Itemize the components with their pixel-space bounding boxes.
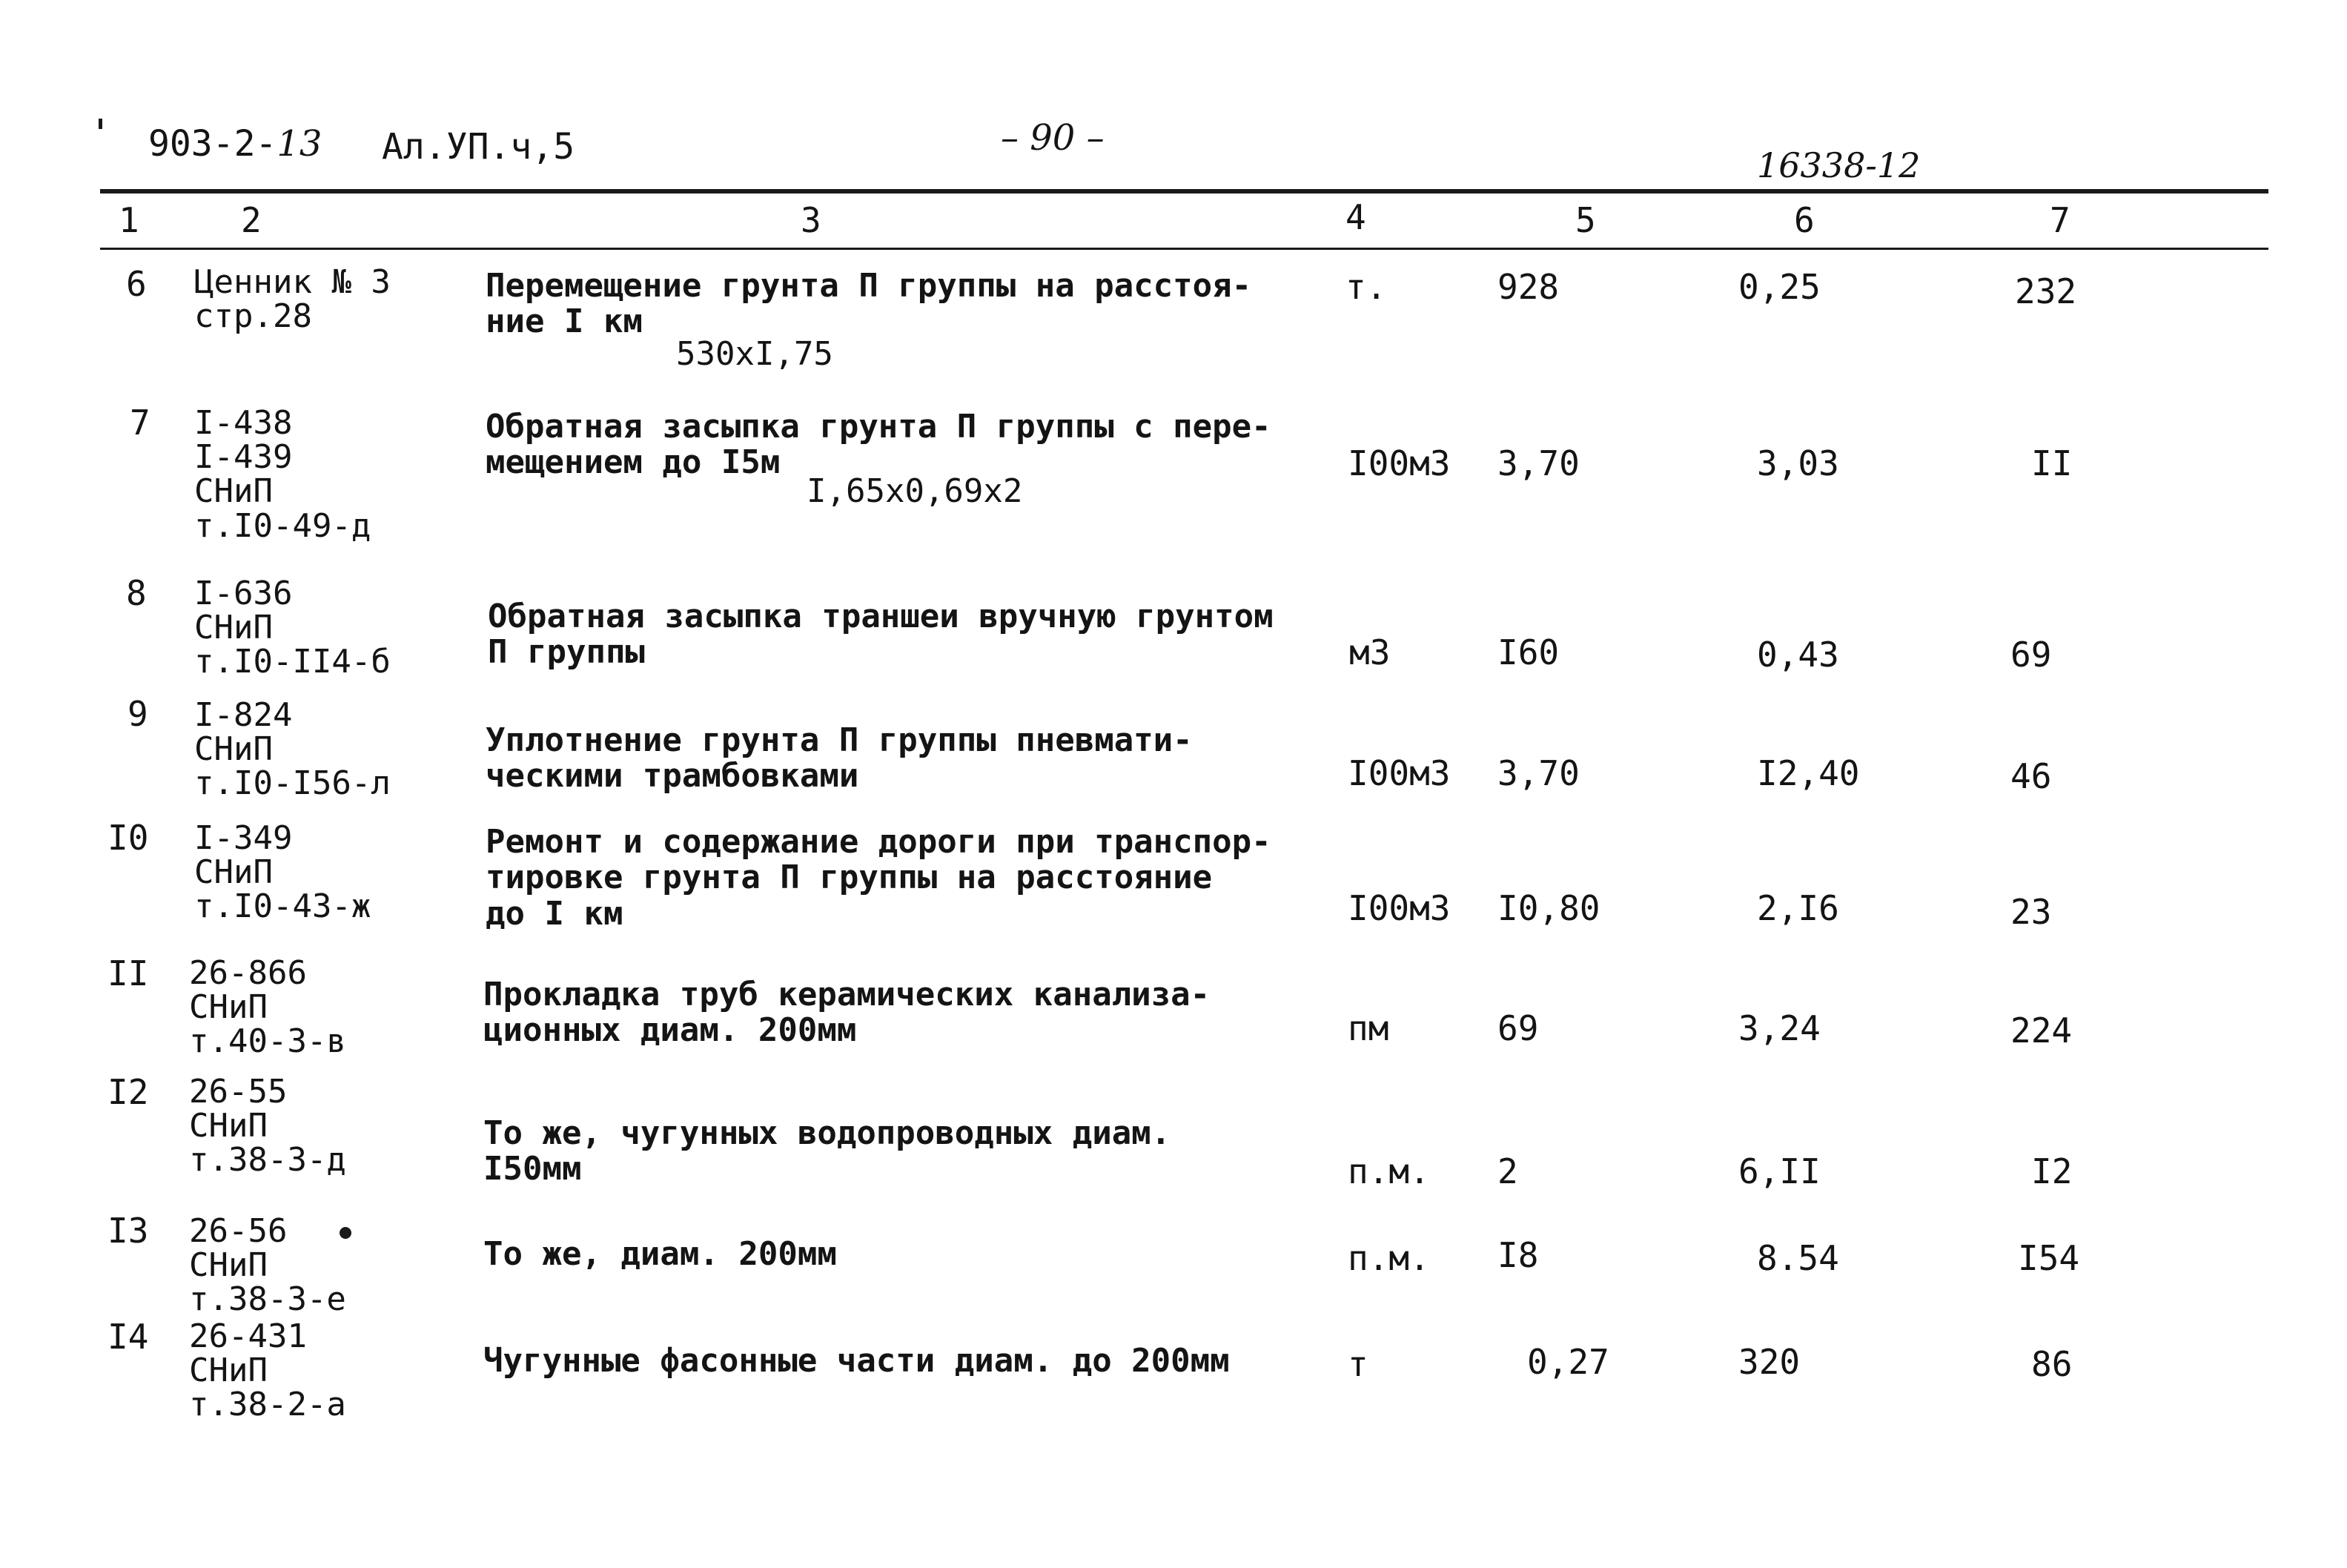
- row-number: II: [107, 953, 149, 993]
- unit-price: 3,03: [1757, 443, 1839, 483]
- column-header-4: 4: [1345, 197, 1366, 237]
- norm-reference: I-349 СНиП т.I0-43-ж: [194, 819, 371, 926]
- quantity: 69: [1497, 1008, 1539, 1048]
- row-number: 7: [130, 403, 150, 443]
- unit-price: 320: [1738, 1342, 1801, 1382]
- work-description: Прокладка труб керамических канализа- ционных диам. 200мм: [483, 976, 1211, 1050]
- norm-reference: 26-56 СНиП т.38-3-е: [189, 1212, 346, 1319]
- unit: I00м3: [1348, 753, 1451, 793]
- column-header-1: 1: [119, 200, 139, 240]
- quantity: I0,80: [1497, 888, 1600, 928]
- column-header-7: 7: [2050, 200, 2070, 240]
- quantity: I8: [1497, 1235, 1539, 1275]
- doc-code: 903-2-13: [148, 123, 322, 165]
- unit: т: [1348, 1344, 1368, 1384]
- page-number: – 90 –: [1001, 117, 1105, 159]
- quantity: 928: [1497, 267, 1560, 307]
- total-cost: 224: [2010, 1010, 2073, 1051]
- unit-price: 2,I6: [1757, 888, 1839, 928]
- row-number: I3: [107, 1211, 149, 1251]
- unit-price: 0,25: [1738, 267, 1821, 307]
- work-description: Уплотнение грунта П группы пневмати- ческими трамбовками: [486, 721, 1193, 795]
- ink-dot: [340, 1227, 351, 1239]
- row-number: 8: [126, 573, 147, 613]
- norm-reference: 26-55 СНиП т.38-3-д: [189, 1073, 346, 1180]
- row-number: I2: [107, 1072, 149, 1112]
- album-ref: Ал.УП.ч,5: [382, 126, 575, 168]
- work-description: То же, чугунных водопроводных диам. I50мм: [483, 1114, 1171, 1188]
- work-description: Ремонт и содержание дороги при транспор- тировке грунта П группы на расстояние до I км: [486, 823, 1271, 933]
- quantity: 3,70: [1497, 443, 1580, 483]
- quantity: 2: [1497, 1151, 1518, 1191]
- column-header-6: 6: [1794, 200, 1815, 240]
- unit: м3: [1349, 632, 1391, 672]
- calculation: I,65x0,69x2: [807, 472, 1023, 510]
- row-number: I4: [107, 1317, 149, 1357]
- unit-price: 8.54: [1757, 1238, 1839, 1278]
- work-description: Обратная засыпка траншеи вручную грунтом П группы: [488, 598, 1274, 672]
- norm-reference: Ценник № 3 стр.28: [194, 263, 391, 336]
- total-cost: 86: [2031, 1344, 2073, 1384]
- total-cost: 46: [2010, 756, 2052, 796]
- norm-reference: 26-431 СНиП т.38-2-а: [189, 1317, 346, 1424]
- total-cost: 23: [2010, 892, 2052, 932]
- calculation: 530xI,75: [676, 335, 833, 373]
- norm-reference: 26-866 СНиП т.40-3-в: [189, 954, 346, 1061]
- norm-reference: I-438 I-439 СНиП т.I0-49-д: [194, 404, 371, 545]
- column-header-2: 2: [241, 200, 262, 240]
- column-header-5: 5: [1575, 200, 1596, 240]
- total-cost: I2: [2031, 1151, 2073, 1191]
- total-cost: II: [2031, 443, 2073, 483]
- quantity: 3,70: [1497, 753, 1580, 793]
- table-top-rule: [100, 189, 2268, 193]
- unit-price: 3,24: [1738, 1008, 1821, 1048]
- archive-number: 16338-12: [1757, 145, 1921, 185]
- work-description: Обратная засыпка грунта П группы с пере- мещением до I5м: [486, 408, 1271, 482]
- unit-price: 6,II: [1738, 1151, 1821, 1191]
- unit: I00м3: [1348, 443, 1451, 483]
- quantity: I60: [1497, 632, 1560, 672]
- unit: пм: [1348, 1008, 1389, 1048]
- norm-reference: I-824 СНиП т.I0-I56-л: [194, 696, 391, 803]
- norm-reference: I-636 СНиП т.I0-II4-б: [194, 575, 391, 681]
- unit: п.м.: [1348, 1238, 1430, 1278]
- corner-mark: [99, 119, 102, 129]
- total-cost: 232: [2015, 271, 2077, 311]
- unit: п.м.: [1348, 1151, 1430, 1191]
- total-cost: I54: [2018, 1238, 2080, 1278]
- work-description: Перемещение грунта П группы на расстоя- ние I км: [486, 267, 1252, 341]
- quantity: 0,27: [1527, 1342, 1609, 1382]
- total-cost: 69: [2010, 635, 2052, 675]
- work-description: То же, диам. 200мм: [483, 1235, 837, 1273]
- unit-price: I2,40: [1757, 753, 1860, 793]
- unit: I00м3: [1348, 888, 1451, 928]
- row-number: 6: [126, 264, 147, 304]
- row-number: 9: [128, 694, 148, 734]
- column-header-3: 3: [801, 200, 821, 240]
- table-header-rule: [100, 248, 2268, 250]
- unit-price: 0,43: [1757, 635, 1839, 675]
- row-number: I0: [107, 818, 149, 858]
- work-description: Чугунные фасонные части диам. до 200мм: [483, 1342, 1230, 1380]
- unit: т.: [1345, 267, 1387, 307]
